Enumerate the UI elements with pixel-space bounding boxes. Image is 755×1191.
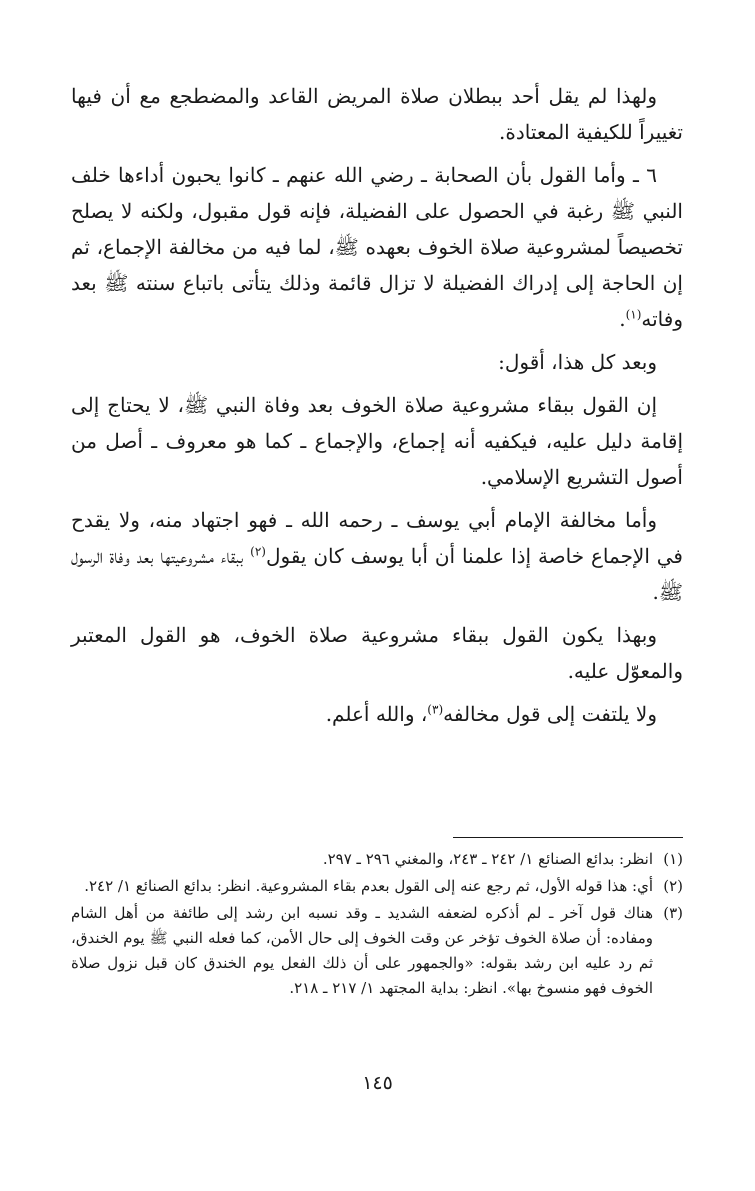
paragraph-1-text: ولهذا لم يقل أحد ببطلان صلاة المريض القاعد والمضطجع مع أن فيها تغييراً للكيفية المعتادة. <box>71 84 683 144</box>
page-number: ١٤٥ <box>362 1072 393 1094</box>
footnote-3 <box>71 901 683 1001</box>
paragraph-6-text: وبهذا يكون القول ببقاء مشروعية صلاة الخوف، هو القول المعتبر والمعوّل عليه. <box>71 623 683 683</box>
footnote-ref-3: (٣) <box>427 702 444 717</box>
footnote-number: (١) <box>663 850 683 868</box>
footnote-number: (٢) <box>663 877 683 895</box>
paragraph-4-text: إن القول ببقاء مشروعية صلاة الخوف بعد وفاة النبي ﷺ، لا يحتاج إلى إقامة دليل عليه، فيكفيه أنه إجماع، والإجماع ـ كما هو معروف ـ أصل من أصول التشريع الإسلامي. <box>71 393 683 489</box>
footnotes-section <box>71 847 683 1003</box>
paragraph-5-text: وأما مخالفة الإمام أبي يوسف ـ رحمه الله ـ فهو اجتهاد منه، ولا يقدح في الإجماع خاصة إذا علمنا أن أبا يوسف كان يقول <box>71 508 683 568</box>
paragraph-7 <box>71 696 683 732</box>
footnote-ref-2: (٢) <box>250 544 266 559</box>
paragraph-1 <box>71 78 683 150</box>
footnote-1 <box>71 847 683 872</box>
footnote-2 <box>71 874 683 899</box>
paragraph-5 <box>71 502 683 610</box>
paragraph-6 <box>71 617 683 689</box>
paragraph-7-tail: ، والله أعلم. <box>325 702 428 726</box>
footnote-ref-1: (١) <box>625 307 642 322</box>
paragraph-2-text: ٦ ـ وأما القول بأن الصحابة ـ رضي الله عنهم ـ كانوا يحبون أداءها خلف النبي ﷺ رغبة في الحصول على الفضيلة، فإنه قول مقبول، ولكنه لا يصلح تخصيصاً لمشروعية صلاة الخوف بعهده ﷺ، لما فيه من مخالفة الإجماع، ثم إن الحاجة إلى إدراك الفضيلة لا تزال قائمة وذلك يتأتى باتباع سنته ﷺ بعد وفاته <box>71 163 683 331</box>
paragraph-3 <box>71 344 683 380</box>
paragraph-5-tail: ببقاء مشروعيتها بعد وفاة الرسول ﷺ. <box>71 544 683 604</box>
paragraph-2 <box>71 157 683 337</box>
footnote-number: (٣) <box>663 904 683 922</box>
footnote-text: أي: هذا قوله الأول، ثم رجع عنه إلى القول بعدم بقاء المشروعية. انظر: بدائع الصنائع ١/ ٢٤٢. <box>84 877 653 895</box>
footnote-text: هناك قول آخر ـ لم أذكره لضعفه الشديد ـ وقد نسبه ابن رشد إلى طائفة من أهل الشام ومفاده: أن صلاة الخوف تؤخر عن وقت الخوف إلى حال الأمن، كما فعله النبي ﷺ يوم الخندق، ثم رد عليه ابن رشد بقوله: «والجمهور على أن ذلك الفعل يوم الخندق كان قبل نزول صلاة الخوف فهو منسوخ بها». انظر: بداية المجتهد ١/ ٢١٧ ـ ٢١٨. <box>71 904 653 997</box>
footnote-divider <box>453 837 683 838</box>
paragraph-7-text: ولا يلتفت إلى قول مخالفه <box>443 702 657 726</box>
paragraph-3-text: وبعد كل هذا، أقول: <box>498 350 657 374</box>
main-text-block <box>71 78 683 732</box>
paragraph-4 <box>71 387 683 495</box>
paragraph-2-tail: . <box>619 307 626 331</box>
footnote-text: انظر: بدائع الصنائع ١/ ٢٤٢ ـ ٢٤٣، والمغني ٢٩٦ ـ ٢٩٧. <box>322 850 653 868</box>
body-text <box>71 78 683 732</box>
